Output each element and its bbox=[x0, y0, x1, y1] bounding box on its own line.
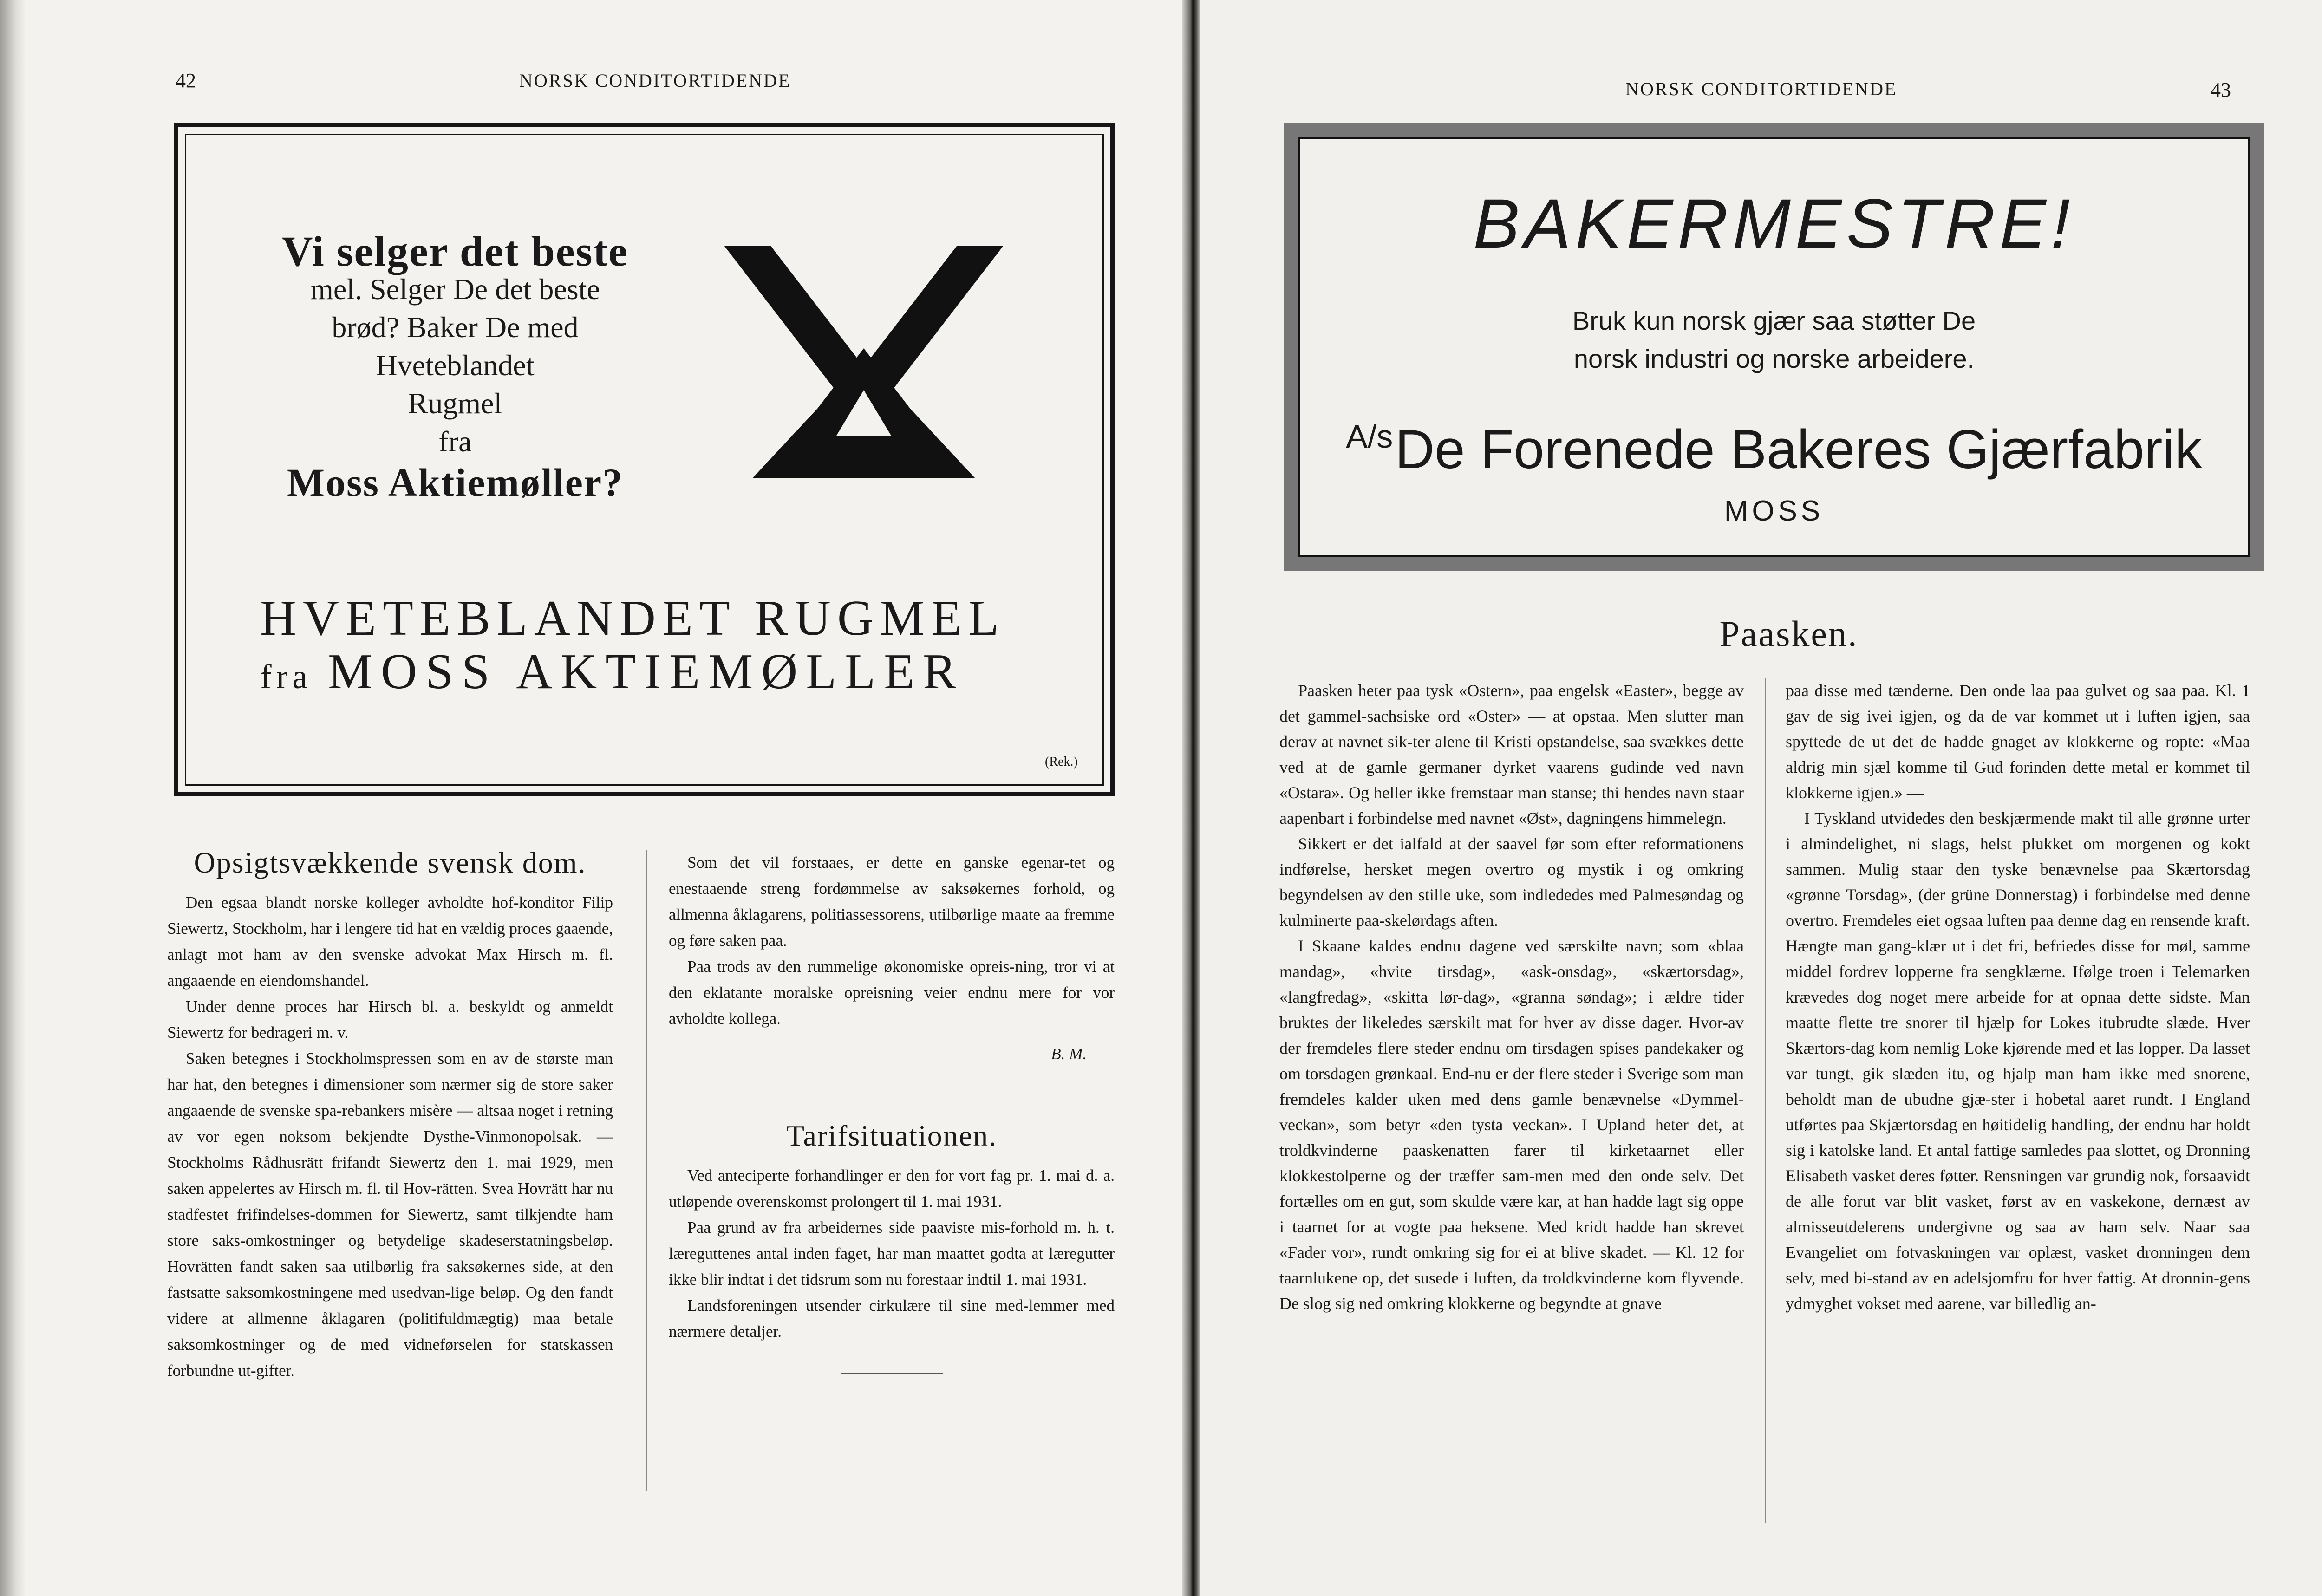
article-column bbox=[167, 846, 613, 1384]
right-page bbox=[1200, 0, 2322, 1596]
column-rule bbox=[646, 850, 647, 1491]
page-number: 42 bbox=[176, 69, 196, 92]
ad-copy bbox=[246, 228, 664, 505]
running-head: NORSK CONDITORTIDENDE bbox=[519, 70, 791, 91]
article-title: Opsigtsvækkende svensk dom. bbox=[194, 846, 587, 879]
ad-copy-line: brød? Baker De med bbox=[332, 311, 579, 344]
ad-headline-prefix: fra bbox=[260, 658, 313, 696]
ad-headline-2 bbox=[260, 643, 965, 701]
article-title: Paasken. bbox=[1719, 613, 1859, 654]
ad-copy-line: norsk industri og norske arbeidere. bbox=[1573, 344, 1975, 373]
ad-copy-line: Rugmel bbox=[408, 387, 502, 420]
ad-headline-main: MOSS AKTIEMØLLER bbox=[328, 644, 965, 699]
section-divider bbox=[841, 1373, 943, 1374]
article-paragraph: Paa trods av den rummelige økonomiske opreis-ning, tror vi at den eklatante moralske opreisning veier endnu mere for vor avholdte kollega. bbox=[669, 958, 1115, 1028]
ad-headline: HVETEBLANDET RUGMEL bbox=[260, 591, 1005, 646]
running-head: NORSK CONDITORTIDENDE bbox=[1625, 78, 1898, 99]
article-paragraph: I Tyskland utvidedes den beskjærmende makt til alle grønne urter i almindelighet, ni slags, helst plukket om morgenen og kokt sammen. Mulig staar den tyske benævnelse paa Skærtorsdag «grønne Torsdag», (der grüne Donnerstag) i forbindelse med denne overtro. Fremdeles eiet ogsaa luften paa denne dag en rensende kraft. Hængte man gang-klær ut i det fri, befriedes disse for møl, samme middel fordrev lopperne fra sengklærne. Ifølge troen i Telemarken krævedes dog noget mere arbeide for at opnaa dette sidste. Man maatte flette tre snorer til hjælp for Lokes itubrudte slæde. Hver Skærtors-dag kom nemlig Loke kjørende med et las lopper. Da lasset var tungt, gik slæden itu, og hjalp man ham ikke med snorene, beholdt man de ubudne gjæ-ster i hobetal aaret rundt. I England utførtes paa Skjærtorsdag en høitidelig handling, der endnu har holdt sig i katolske land. Et antal fattige samledes paa slottet, og Dronning Elisabeth vasket deres føtter. Rensningen var grundig nok, forsaavidt de alle forut var blit vasket, først av en vaskekone, dernæst av almisseutdelerens undergivne og saa av ham selv. Naar saa Evangeliet om fotvaskningen var oplæst, vasket dronningen dem selv, med bi-stand av en adelsjomfru for hver fattig. At dronnin-gens ydmyghet vokset med aarene, var billedlig an- bbox=[1786, 809, 2250, 1313]
ad-city: MOSS bbox=[1724, 495, 1824, 527]
ad-copy-line: Moss Aktiemøller? bbox=[287, 460, 624, 505]
article-paragraph: Ved anteciperte forhandlinger er den for vort fag pr. 1. mai d. a. utløpende overenskomst prolongert til 1. mai 1931. bbox=[669, 1166, 1115, 1211]
page-number: 43 bbox=[2211, 78, 2231, 101]
ad-title: BAKERMESTRE! bbox=[1473, 184, 2075, 262]
ad-company bbox=[1284, 418, 2264, 481]
page-edge-shadow bbox=[0, 0, 26, 1596]
article-paragraph: Paasken heter paa tysk «Ostern», paa engelsk «Easter», begge av det gammel-sachsiske ord «Oster» — at opstaa. Men slutter man derav at navnet sik-ter alene til Kristi opstandelse, saa svækkes dette ved at de gamle germaner dyrket vaarens gudinde ved navn «Ostara». Og heller ikke fremstaar man stanse; thi hendes navn staar aapenbart i forbindelse med navnet «Øst», dagningens himmelegn. bbox=[1279, 681, 1744, 827]
ad-company-name: De Forenede Bakeres Gjærfabrik bbox=[1395, 419, 2202, 480]
article-paragraph: Den egsaa blandt norske kolleger avholdte hof-konditor Filip Siewertz, Stockholm, har i lengere tid hat en vældig proces gaaende, anlagt mot ham av den svenske advokat Max Hirsch m. fl. angaaende en eiendomshandel. bbox=[167, 893, 613, 990]
ad-rek-label: (Rek.) bbox=[1045, 755, 1078, 769]
ad-copy-line: Vi selger det beste bbox=[282, 228, 628, 275]
article-paragraph: Som det vil forstaaes, er dette en ganske egenar-tet og enestaaende streng fordømmelse av saksøkernes forhold, og allmenna åklagarens, politiassessorens, utilbørlige maate aa fremme og føre saken paa. bbox=[669, 853, 1115, 950]
book-gutter bbox=[1182, 0, 1200, 1596]
article-column bbox=[1279, 678, 1744, 1316]
article-paragraph: Paa grund av fra arbeidernes side paaviste mis-forhold m. h. t. læreguttenes antal inden faget, har man maattet godta at læregutter ikke blir indtat i det tidsrum som nu forestaar indtil 1. mai 1931. bbox=[669, 1218, 1115, 1289]
moss-aktiemoller-logo-icon bbox=[715, 232, 1012, 492]
article-signature: B. M. bbox=[1051, 1045, 1087, 1063]
article-paragraph: I Skaane kaldes endnu dagene ved særskilte navn; som «blaa mandag», «hvite tirsdag», «ask-onsdag», «skærtorsdag», «langfredag», «skitta lør-dag», «granna søndag»; i ældre tider bruktes der likeledes særskilt mat for hver av disse dager. Hvor-av der fremdeles flere steder endnu om tirsdagen spises pandekaker og om torsdagen grønkaal. End-nu er der flere steder i Sverige som man fremdeles kalder uken med dens gamle benævnelse «Dymmel-veckan», som betyr «den tysta veckan». I Upland heter det, at troldkvinderne paaskenatten farer til kirketaarnet eller klokkestolperne og der træffer sam-men med den onde selv. Det fortælles om en gut, som skulde være kar, at han hadde lagt sig oppe i taarnet for at vogte paa heksene. Med kridt hadde han skrevet «Fader vor», rundt omkring sig for ei at blive skadet. — Kl. 12 for taarnlukene op, det susede i luften, da troldkvinderne kom flyvende. De slog sig ned omkring klokkerne og begyndte at gnave bbox=[1279, 937, 1744, 1313]
ad-copy-line: Bruk kun norsk gjær saa støtter De bbox=[1572, 306, 1976, 335]
article-column bbox=[1786, 678, 2250, 1316]
article-column bbox=[669, 850, 1115, 1374]
article-paragraph: Under denne proces har Hirsch bl. a. beskyldt og anmeldt Siewertz for bedrageri m. v. bbox=[167, 997, 613, 1042]
ad-copy-line: mel. Selger De det beste bbox=[310, 273, 600, 306]
article-title: Tarifsituationen. bbox=[786, 1119, 998, 1152]
ad-copy-line: Hveteblandet bbox=[376, 349, 535, 382]
article-paragraph: Saken betegnes i Stockholmspressen som en av de største man har hat, den betegnes i dimensioner som nærmer sig de store saker angaaende de svenske spa-rebankers misère — altsaa noget i retning av vor egen noksom bekjendte Dysthe-Vinmonopolsak. — Stockholms Rådhusrätt frifandt Siewertz den 1. mai 1929, men saken appelertes av Hirsch m. fl. til Hov-rätten. Svea Hovrätt har nu stadfestet frifindelses-dommen for Siewertz, samt tilkjendte ham store saks-omkostninger og betydelige skadeserstatningsbeløp. Hovrätten fandt saken saa utilbørlig fra saksøkernes side, at den fastsatte saksomkostningene med usedvan-lige beløp. Og den fandt videre at allmenne åklagaren (politifuldmægtig) maa betale saksomkostninger og de med vidneførselen for statskassen forbundne ut-gifter. bbox=[167, 1049, 613, 1380]
ad-copy-line: fra bbox=[438, 425, 472, 458]
ad-copy bbox=[1284, 302, 2264, 378]
article-paragraph: paa disse med tænderne. Den onde laa paa gulvet og saa paa. Kl. 1 gav de sig ivei igjen, og da de var kommet ut i luften igjen, saa spyttede de ut det de hadde gnaget av klokkerne og ropte: «Maa aldrig min sjæl komme til Gud forinden dette metal er kommet til klokkerne igjen.» — bbox=[1786, 681, 2250, 802]
column-rule bbox=[1765, 678, 1766, 1523]
article-paragraph: Landsforeningen utsender cirkulære til sine med-lemmer med nærmere detaljer. bbox=[669, 1296, 1115, 1341]
article-paragraph: Sikkert er det ialfald at der saavel før som efter reformationens indførelse, hersket megen overtro og mystik i og omkring begyndelsen av den stille uke, som indlededes med Palmesøndag og kulminerte paa-skelørdags aften. bbox=[1279, 834, 1744, 930]
ad-company-prefix: A/s bbox=[1346, 418, 1393, 455]
